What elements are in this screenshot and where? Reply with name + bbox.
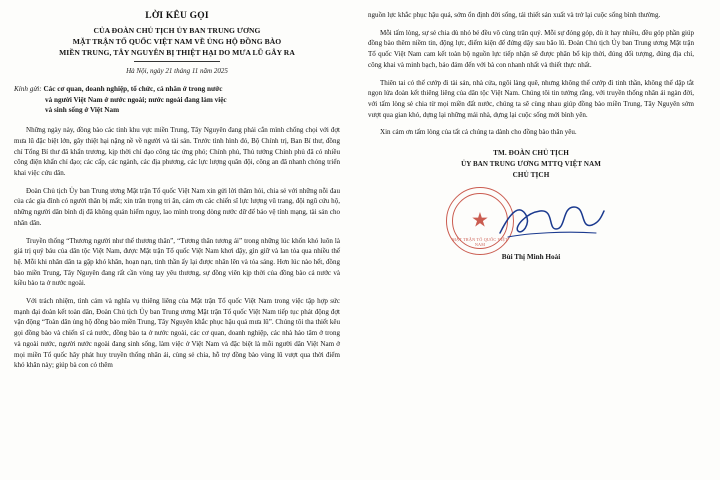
paragraph: Truyền thống “Thương người như thể thương thân”, “Tương thân tương ái” trong những lúc khốn khó luôn là giá trị quý báu của dân tộc Việt Nam, được Mặt trận Tổ quốc Việt Nam khơi dậy, gìn giữ và lan tỏa qua nhiều thế hệ. Mỗi khi nhân dân ta gặp khó khăn, hoạn nạn, tinh thần ấy lại được nhân lên và tỏa sáng. Hơn lúc nào hết, đồng bào miền Trung, Tây Nguyên đang rất cần vòng tay yêu thương, sự đồng viên kịp thời của đồng bào cả nước và kiều bào ta ở nước ngoài. bbox=[14, 236, 340, 288]
paragraph: nguồn lực khắc phục hậu quả, sớm ổn định đời sống, tái thiết sản xuất và trở lại cuộc sống bình thường. bbox=[368, 11, 661, 19]
signature-block bbox=[368, 148, 694, 261]
signer-name: Bùi Thị Minh Hoài bbox=[501, 253, 561, 262]
right-column bbox=[366, 10, 694, 472]
paragraph: Với trách nhiệm, tình cảm và nghĩa vụ thiêng liêng của Mặt trận Tổ quốc Việt Nam trong việc tập hợp sức mạnh đại đoàn kết toàn dân, Đoàn Chủ tịch Ủy ban Trung ương Mặt trận Tổ quốc Việt Nam tiếp tục phát động đợt vận động “Toàn dân ủng hộ đồng bào miền Trung, Tây Nguyên khắc phục hậu quả mưa lũ”. Chúng tôi tha thiết kêu gọi đồng bào và chiến sĩ cả nước, đồng bào ta ở nước ngoài, các cơ quan, doanh nghiệp, các nhà hảo tâm ở trong và ngoài nước, người nước ngoài đang sinh sống, làm việc ở Việt Nam và đặc biệt là mỗi người dân Việt Nam ở mọi miền Tổ quốc hãy phát huy truyền thống nhân ái, cùng sẻ chia, hỗ trợ đồng bào vùng lũ vượt qua thời điểm khó khăn này; giúp bà con có thêm bbox=[14, 297, 340, 370]
org-line-1: CỦA ĐOÀN CHỦ TỊCH ỦY BAN TRUNG ƯƠNG bbox=[93, 25, 261, 35]
document-title: LỜI KÊU GỌI bbox=[145, 11, 209, 21]
signature-line-2: ỦY BAN TRUNG ƯƠNG MTTQ VIỆT NAM bbox=[461, 159, 601, 168]
left-column bbox=[14, 10, 344, 472]
paragraph: Đoàn Chủ tịch Ủy ban Trung ương Mặt trận Tổ quốc Việt Nam xin gửi lời thăm hỏi, chia sẻ với những nỗi đau của các gia đình có người thân bị mất; xin trân trọng tri ân, cảm ơn các chiến sĩ lực lượng vũ trang, đội ngũ cứu hộ, những người dân bình dị đã không quản hiểm nguy, lao mình trong dòng nước dữ để bảo vệ tính mạng, tài sản cho nhân dân. bbox=[14, 186, 340, 227]
document-header bbox=[14, 10, 340, 62]
recipient-line-3: và sinh sống ở Việt Nam bbox=[45, 106, 120, 115]
dateline: Hà Nội, ngày 21 tháng 11 năm 2025 bbox=[126, 66, 228, 75]
signature-line-1: TM. ĐOÀN CHỦ TỊCH bbox=[493, 149, 569, 158]
org-line-3: MIỀN TRUNG, TÂY NGUYÊN BỊ THIỆT HẠI DO MƯA LŨ GÂY RA bbox=[59, 47, 295, 57]
handwritten-signature-icon bbox=[496, 199, 608, 243]
paragraph: Mỗi tấm lòng, sự sẻ chia dù nhỏ bé đều vô cùng trân quý. Mỗi sự đóng góp, dù ít hay nhiều, đều góp phần giúp đồng bào thêm niềm tin, động lực, điểm kiện để đứng dậy sau bão lũ. Đoàn Chủ tịch Ủy ban Trung ương Mặt trận Tổ quốc Việt Nam cam kết toàn bộ nguồn lực tiếp nhận sẽ được phân bổ kịp thời, đúng đối tượng, đúng địa chỉ, công khai và minh bạch, bảo đảm đến với bà con nhanh nhất và thiết thực nhất. bbox=[368, 28, 694, 69]
header-divider bbox=[134, 61, 220, 62]
signature-line-3: CHỦ TỊCH bbox=[512, 171, 550, 180]
recipient-label: Kính gửi: bbox=[14, 84, 42, 93]
paragraph: Những ngày này, đồng bào các tỉnh khu vực miền Trung, Tây Nguyên đang phải cắn mình chống chọi với đợt mưa lũ đặc biệt lớn, gây thiệt hại nặng nề về người và tài sản. Trước tình hình đó, Bộ Chính trị, Ban Bí thư, đồng chí Tổng Bí thư đã khẩn trương, kịp thời chỉ đạo công tác ứng phó; Chính phủ, Thủ tướng Chính phủ đã có nhiều công điện khẩn chỉ đạo; các cấp, các ngành, các địa phương, các lực lượng quân đội, công an đã nhanh chóng triển khai việc cứu dân. bbox=[14, 126, 340, 178]
org-line-2: MẶT TRẬN TỔ QUỐC VIỆT NAM VỀ ỦNG HỘ ĐỒNG BÀO bbox=[72, 36, 282, 46]
paragraph: Xin cảm ơn tấm lòng của tất cả chúng ta dành cho đồng bào thân yêu. bbox=[380, 128, 577, 137]
paragraph: Thiên tai có thể cướp đi tài sản, nhà cửa, ngôi làng quê, nhưng không thể cướp đi tinh thần, không thể dập tắt ngọn lửa đoàn kết thiêng liêng của dân tộc Việt Nam. Chúng tôi tin tưởng rằng, với truyền thống nhân ái ngàn đời, với tấm lòng sẻ chia từ mọi miền đất nước, chúng ta sẽ cùng nhau giúp đồng bào miền Trung, Tây Nguyên sớm vượt qua gian khó, dựng lại những mái nhà, dựng lại cuộc sống mới bình yên. bbox=[368, 78, 694, 119]
seal-text: MẶT TRẬN TỔ QUỐC VIỆT NAM bbox=[452, 237, 508, 248]
recipient-line-1: Các cơ quan, doanh nghiệp, tổ chức, cá nhân ở trong nước bbox=[43, 84, 223, 93]
stamp-and-signature bbox=[368, 181, 694, 255]
recipient-block bbox=[14, 84, 340, 116]
star-icon: ★ bbox=[471, 209, 489, 232]
recipient-line-2: và người Việt Nam ở nước ngoài; nước ngoài đang làm việc bbox=[45, 95, 227, 104]
